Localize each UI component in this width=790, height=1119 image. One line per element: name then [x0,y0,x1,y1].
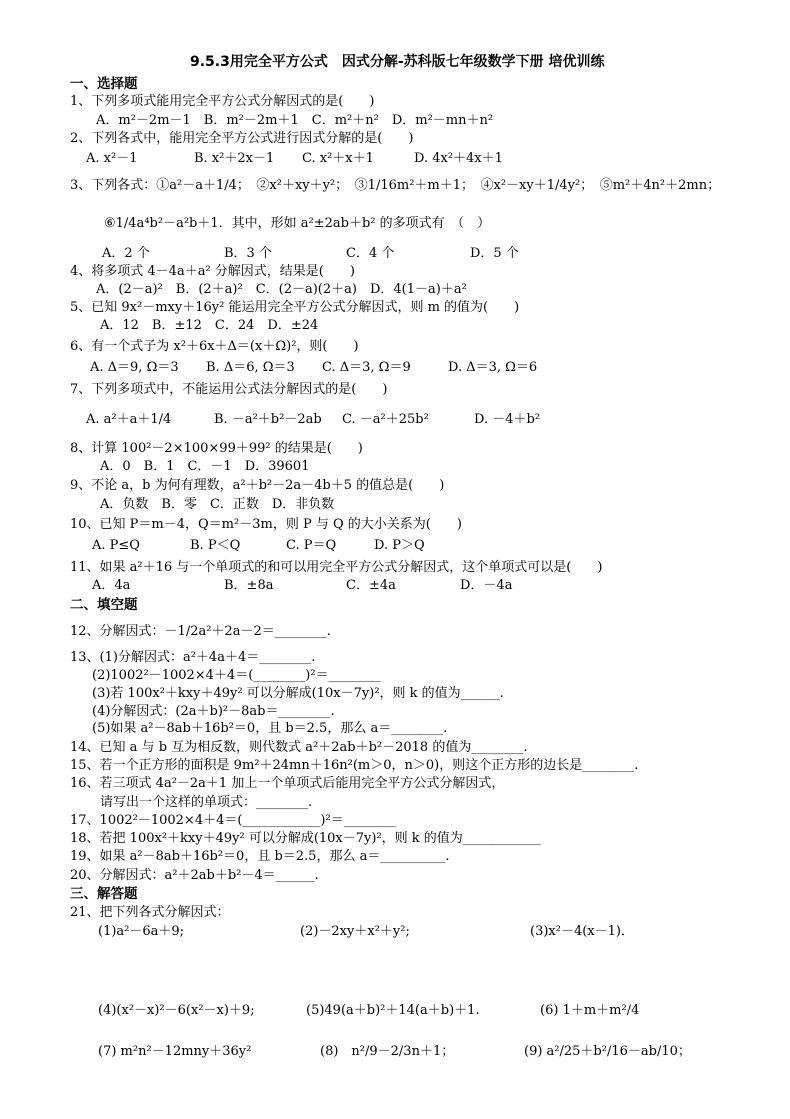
question-8: 8、计算 100²－2×100×99＋99² 的结果是( ) [70,441,363,456]
question-13-part-1: 13、(1)分解因式：a²＋4a＋4＝________. [70,650,316,665]
question-11-option-c: C．±4a [346,578,396,593]
question-17: 17、1002²－1002×4＋4＝(____________)²＝________ [70,813,396,828]
question-21-part-8: (8) n²/9－2/3n＋1； [320,1044,455,1059]
question-21-part-2: (2)－2xy＋x²＋y²; [300,924,410,939]
question-7-option-c: C. －a²＋25b² [342,412,429,427]
question-2-option-a: A. x²－1 [86,151,138,166]
question-7-option-b: B. －a²＋b²－2ab [214,412,322,427]
question-3-option-c: C．4 个 [346,246,395,261]
question-3-option-d: D．5 个 [470,246,519,261]
question-3-option-b: B．3 个 [224,246,272,261]
question-21-part-4: (4)(x²－x)²－6(x²－x)＋9; [98,1003,255,1018]
question-20: 20、分解因式：a²＋2ab＋b²－4＝______. [70,868,319,883]
question-19: 19、如果 a²－8ab＋16b²＝0，且 b＝2.5，那么 a＝__________. [70,849,450,864]
question-7-option-d: D. －4＋b² [474,412,541,427]
question-3-option-a: A．2 个 [102,246,150,261]
question-13-part-4: (4)分解因式：(2a＋b)²－8ab＝________. [92,704,335,719]
question-2-option-d: D. 4x²＋4x＋1 [414,151,503,166]
question-12: 12、分解因式：－1/2a²＋2a－2＝________. [70,624,331,639]
question-21-part-3: (3)x²－4(x－1)． [530,924,634,939]
question-13-part-3: (3)若 100x²＋kxy＋49y² 可以分解成(10x－7y)²，则 k 的值为______. [92,686,504,701]
question-10: 10、已知 P＝m－4，Q＝m²－3m，则 P 与 Q 的大小关系为( ) [70,517,462,532]
question-16-continued: 请写出一个这样的单项式：________. [100,795,313,810]
question-6-option-b: B. Δ＝6, Ω＝3 [206,360,295,375]
question-1-options: A．m²－2m－1 B．m²－2m＋1 C．m²＋n² D．m²－mn＋n² [96,113,494,128]
question-6-option-a: A. Δ＝9, Ω＝3 [90,360,179,375]
question-10-option-a: A. P≤Q [92,538,140,553]
question-6: 6、有一个式子为 x²＋6x＋Δ＝(x＋Ω)²，则( ) [70,339,359,354]
question-6-option-c: C. Δ＝3, Ω＝9 [322,360,411,375]
question-7: 7、下列多项式中，不能运用公式法分解因式的是( ) [70,382,388,397]
question-11-option-a: A．4a [92,578,131,593]
question-9-options: A．负数 B．零 C．正数 D．非负数 [100,497,335,512]
question-4: 4、将多项式 4－4a＋a² 分解因式，结果是( ) [70,264,355,279]
section-solve-heading: 三、解答题 [70,886,138,902]
question-4-options: A．(2－a)² B．(2＋a)² C．(2－a)(2＋a) D．4(1－a)＋a² [96,282,467,297]
question-10-option-d: D. P＞Q [374,538,425,553]
question-11-option-b: B．±8a [224,578,274,593]
question-21-part-1: (1)a²－6a＋9; [98,924,185,939]
question-1: 1、下列多项式能用完全平方公式分解因式的是( ) [70,94,375,109]
question-2-option-b: B. x²＋2x－1 [194,151,275,166]
question-5: 5、已知 9x²－mxy＋16y² 能运用完全平方公式分解因式，则 m 的值为( ) [70,300,520,315]
question-10-option-b: B. P＜Q [190,538,241,553]
question-11-option-d: D．－4a [460,578,513,593]
question-21-part-6: (6) 1＋m＋m²/4 [540,1003,640,1018]
question-16: 16、若三项式 4a²－2a＋1 加上一个单项式后能用完全平方公式分解因式， [70,776,505,791]
question-2-option-c: C. x²＋x＋1 [302,151,374,166]
page-title: 9.5.3用完全平方公式 因式分解-苏科版七年级数学下册 培优训练 [190,54,605,70]
question-21-part-7: (7) m²n²－12mny＋36y² [98,1044,252,1059]
question-21: 21、把下列各式分解因式： [70,905,230,920]
question-9: 9、不论 a，b 为何有理数，a²＋b²－2a－4b＋5 的值总是( ) [70,478,445,493]
question-8-options: A．0 B．1 C．－1 D．39601 [100,459,310,474]
question-11: 11、如果 a²＋16 与一个单项式的和可以用完全平方公式分解因式，这个单项式可以是( ) [70,560,603,575]
question-13-part-5: (5)如果 a²－8ab＋16b²＝0，且 b＝2.5，那么 a＝________. [92,721,448,736]
question-7-option-a: A. a²＋a＋1/4 [86,412,172,427]
question-21-part-9: (9) a²/25＋b²/16－ab/10； [524,1044,691,1059]
question-18: 18、若把 100x²＋kxy＋49y² 可以分解成(10x－7y)²，则 k 的值为____________ [70,831,541,846]
question-5-options: A．12 B．±12 C．24 D．±24 [100,318,319,333]
question-6-option-d: D. Δ＝3, Ω＝6 [448,360,538,375]
question-3-continued: ⑥1/4a⁴b²－a²b＋1．其中，形如 a²±2ab＋b² 的多项式有 （ ） [104,216,491,231]
question-3: 3、下列各式：①a²－a＋1/4； ②x²＋xy＋y²； ③1/16m²＋m＋1； ④x²－xy＋1/4y²； ⑤m²＋4n²＋2mn； [70,178,721,193]
section-choice-heading: 一、选择题 [70,76,138,92]
question-21-part-5: (5)49(a＋b)²＋14(a＋b)＋1. [306,1003,480,1018]
question-15: 15、若一个正方形的面积是 9m²＋24mn＋16n²(m＞0，n＞0)，则这个正方形的边长是________. [70,758,639,773]
section-fill-heading: 二、填空题 [70,597,138,613]
question-14: 14、已知 a 与 b 互为相反数，则代数式 a²＋2ab＋b²－2018 的值为________. [70,740,528,755]
question-2: 2、下列各式中，能用完全平方公式进行因式分解的是( ) [70,131,414,146]
question-13-part-2: (2)1002²－1002×4＋4＝(________)²＝________ [92,668,381,683]
question-10-option-c: C. P＝Q [286,538,337,553]
